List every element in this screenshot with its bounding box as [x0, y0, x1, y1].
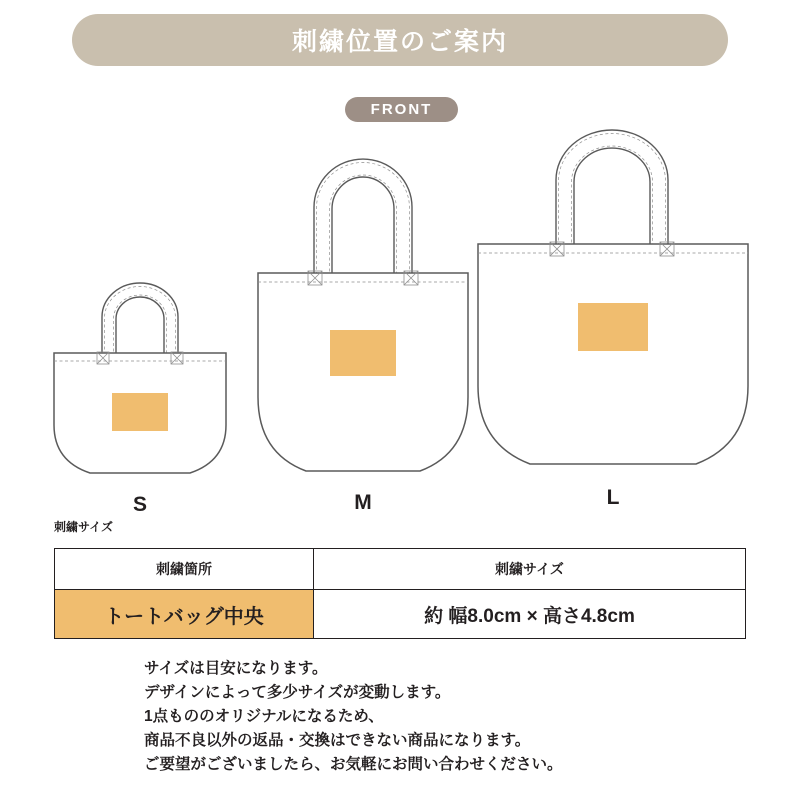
- front-side-badge: [345, 97, 458, 122]
- table-cell-place: トートバッグ中央: [55, 590, 314, 639]
- bag-size-label-s: S: [132, 493, 147, 516]
- bag-size-label-m: M: [354, 491, 372, 514]
- table-header-row: [55, 549, 746, 590]
- note-line-1: サイズは目安になります。: [144, 660, 328, 677]
- note-line-4: 商品不良以外の返品・交換はできない商品になります。: [144, 732, 531, 749]
- front-side-label: FRONT: [370, 101, 433, 118]
- embroidery-patch-small: [112, 393, 168, 431]
- embroidery-patch-medium: [330, 330, 396, 376]
- bag-illustration-group: [0, 125, 800, 516]
- table-header-size: 刺繍サイズ: [314, 549, 746, 590]
- bag-medium-drawing: [248, 145, 478, 495]
- bag-size-label-l: L: [606, 486, 620, 509]
- bag-small-drawing: [40, 265, 240, 495]
- note-line-5: ご要望がございましたら、お気軽にお問い合わせください。: [144, 756, 563, 773]
- note-line-3: 1点もののオリジナルになるため、: [144, 708, 384, 725]
- bag-large: [468, 128, 758, 518]
- table-head: [55, 549, 746, 590]
- bag-small: [40, 265, 240, 515]
- embroidery-size-table: [54, 548, 746, 639]
- page-title: 刺繍位置のご案内: [291, 28, 508, 56]
- header-banner: [72, 14, 728, 66]
- size-table-caption: 刺繍サイズ: [54, 520, 114, 534]
- table-cell-size: 約 幅8.0cm × 高さ4.8cm: [314, 590, 746, 639]
- bag-medium: [248, 145, 478, 515]
- embroidery-patch-large: [578, 303, 648, 351]
- table-body: [55, 590, 746, 639]
- note-line-2: デザインによって多少サイズが変動します。: [144, 684, 451, 701]
- table-header-place: 刺繍箇所: [55, 549, 314, 590]
- table-row: [55, 590, 746, 639]
- bag-large-drawing: [468, 128, 758, 498]
- notes-block: [144, 657, 764, 777]
